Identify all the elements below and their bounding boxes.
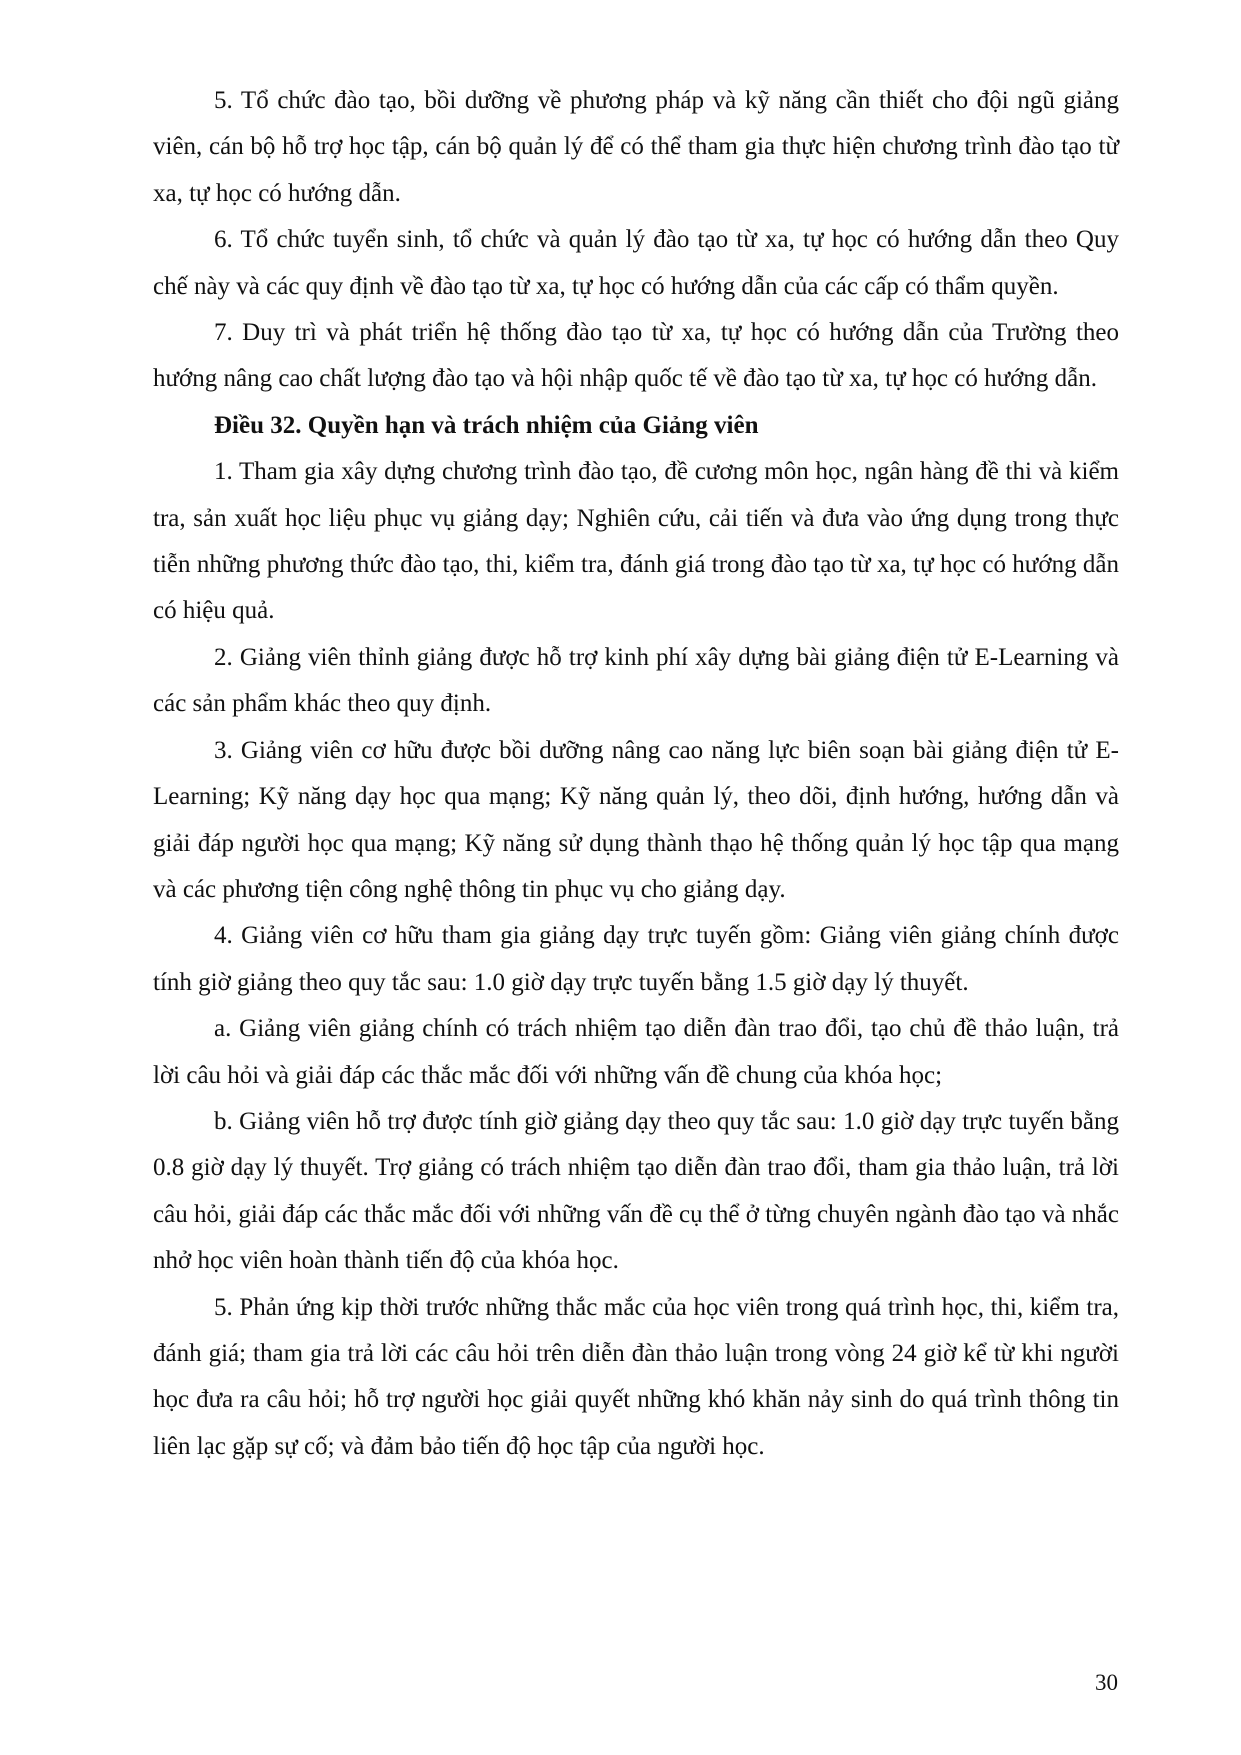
- paragraph-clause-4: 4. Giảng viên cơ hữu tham gia giảng dạy trực tuyến gồm: Giảng viên giảng chính được tính giờ giảng theo quy tắc sau: 1.0 giờ dạy trực tuyến bằng 1.5 giờ dạy lý thuyết.: [153, 922, 1119, 996]
- paragraph-clause-4a: a. Giảng viên giảng chính có trách nhiệm tạo diễn đàn trao đổi, tạo chủ đề thảo luận, trả lời câu hỏi và giải đáp các thắc mắc đối với những vấn đề chung của khóa học;: [153, 1015, 1119, 1089]
- paragraph-clause-1: 1. Tham gia xây dựng chương trình đào tạo, đề cương môn học, ngân hàng đề thi và kiểm tra, sản xuất học liệu phục vụ giảng dạy; Nghiên cứu, cải tiến và đưa vào ứng dụng trong thực tiễn những phương thức đào tạo, thi, kiểm tra, đánh giá trong đào tạo từ xa, tự học có hướng dẫn có hiệu quả.: [153, 458, 1119, 625]
- paragraph-item-6: 6. Tổ chức tuyển sinh, tổ chức và quản lý đào tạo từ xa, tự học có hướng dẫn theo Quy chế này và các quy định về đào tạo từ xa, tự học có hướng dẫn của các cấp có thẩm quyền.: [153, 226, 1119, 300]
- page-number: 30: [1095, 1670, 1118, 1695]
- paragraph-item-5: 5. Tổ chức đào tạo, bồi dưỡng về phương pháp và kỹ năng cần thiết cho đội ngũ giảng viên, cán bộ hỗ trợ học tập, cán bộ quản lý để có thể tham gia thực hiện chương trình đào tạo từ xa, tự học có hướng dẫn.: [153, 87, 1119, 207]
- paragraph-clause-2: 2. Giảng viên thỉnh giảng được hỗ trợ kinh phí xây dựng bài giảng điện tử E-Learning và các sản phẩm khác theo quy định.: [153, 643, 1119, 718]
- paragraph-clause-5: 5. Phản ứng kịp thời trước những thắc mắc của học viên trong quá trình học, thi, kiểm tra, đánh giá; tham gia trả lời các câu hỏi trên diễn đàn thảo luận trong vòng 24 giờ kể từ khi người học đưa ra câu hỏi; hỗ trợ người học giải quyết những khó khăn nảy sinh do quá trình thông tin liên lạc gặp sự cố; và đảm bảo tiến độ học tập của người học.: [153, 1293, 1119, 1460]
- article-heading: Điều 32. Quyền hạn và trách nhiệm của Giảng viên: [214, 411, 759, 439]
- paragraph-item-7: 7. Duy trì và phát triển hệ thống đào tạo từ xa, tự học có hướng dẫn của Trường theo hướng nâng cao chất lượng đào tạo và hội nhập quốc tế về đào tạo từ xa, tự học có hướng dẫn.: [153, 319, 1119, 393]
- paragraph-clause-3: 3. Giảng viên cơ hữu được bồi dưỡng nâng cao năng lực biên soạn bài giảng điện tử E-Learning; Kỹ năng dạy học qua mạng; Kỹ năng quản lý, theo dõi, định hướng, hướng dẫn và giải đáp người học qua mạng; Kỹ năng sử dụng thành thạo hệ thống quản lý học tập qua mạng và các phương tiện công nghệ thông tin phục vụ cho giảng dạy.: [153, 736, 1119, 903]
- document-body: [153, 78, 1119, 1470]
- paragraph-clause-4b: b. Giảng viên hỗ trợ được tính giờ giảng dạy theo quy tắc sau: 1.0 giờ dạy trực tuyến bằng 0.8 giờ dạy lý thuyết. Trợ giảng có trách nhiệm tạo diễn đàn trao đổi, tham gia thảo luận, trả lời câu hỏi, giải đáp các thắc mắc đối với những vấn đề cụ thể ở từng chuyên ngành đào tạo và nhắc nhở học viên hoàn thành tiến độ của khóa học.: [153, 1107, 1119, 1275]
